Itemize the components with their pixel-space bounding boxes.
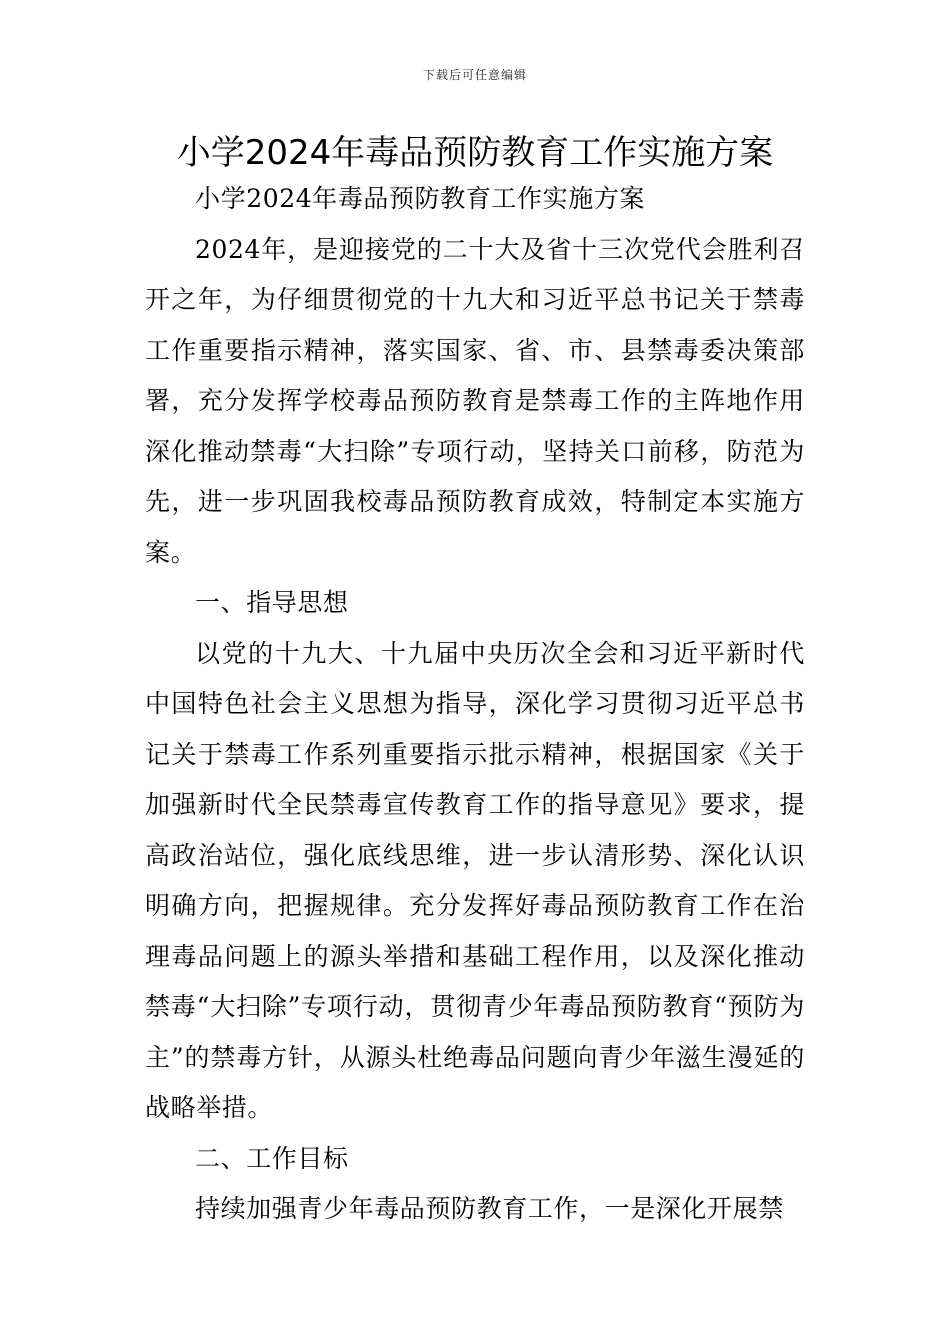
- section-heading-guiding-ideology: 一、指导思想: [195, 588, 349, 617]
- header-note: 下载后可任意编辑: [422, 68, 527, 82]
- subtitle-paragraph: 小学2024年毒品预防教育工作实施方案: [195, 184, 646, 213]
- section-heading-work-goals: 二、工作目标: [195, 1143, 349, 1173]
- work-goals-paragraph: 持续加强青少年毒品预防教育工作，一是深化开展禁: [195, 1194, 784, 1223]
- document-body: [145, 174, 805, 1235]
- intro-paragraph: 2024年，是迎接党的二十大及省十三次党代会胜利召开之年，为仔细贯彻党的十九大和习近平总书记关于禁毒工作重要指示精神，落实国家、省、市、县禁毒委决策部署，充分发挥学校毒品预防教育是禁毒工作的主阵地作用深化推动禁毒“大扫除”专项行动，坚持关口前移，防范为先，进一步巩固我校毒品预防教育成效，特制定本实施方案。: [145, 234, 805, 567]
- document-title: 小学2024年毒品预防教育工作实施方案: [176, 133, 774, 173]
- guiding-ideology-paragraph: 以党的十九大、十九届中央历次全会和习近平新时代中国特色社会主义思想为指导，深化学习贯彻习近平总书记关于禁毒工作系列重要指示批示精神，根据国家《关于加强新时代全民禁毒宣传教育工作的指导意见》要求，提高政治站位，强化底线思维，进一步认清形势、深化认识明确方向，把握规律。充分发挥好毒品预防教育工作在治理毒品问题上的源头举措和基础工程作用，以及深化推动禁毒“大扫除”专项行动，贯彻青少年毒品预防教育“预防为主”的禁毒方针，从源头杜绝毒品问题向青少年滋生漫延的战略举措。: [145, 638, 805, 1122]
